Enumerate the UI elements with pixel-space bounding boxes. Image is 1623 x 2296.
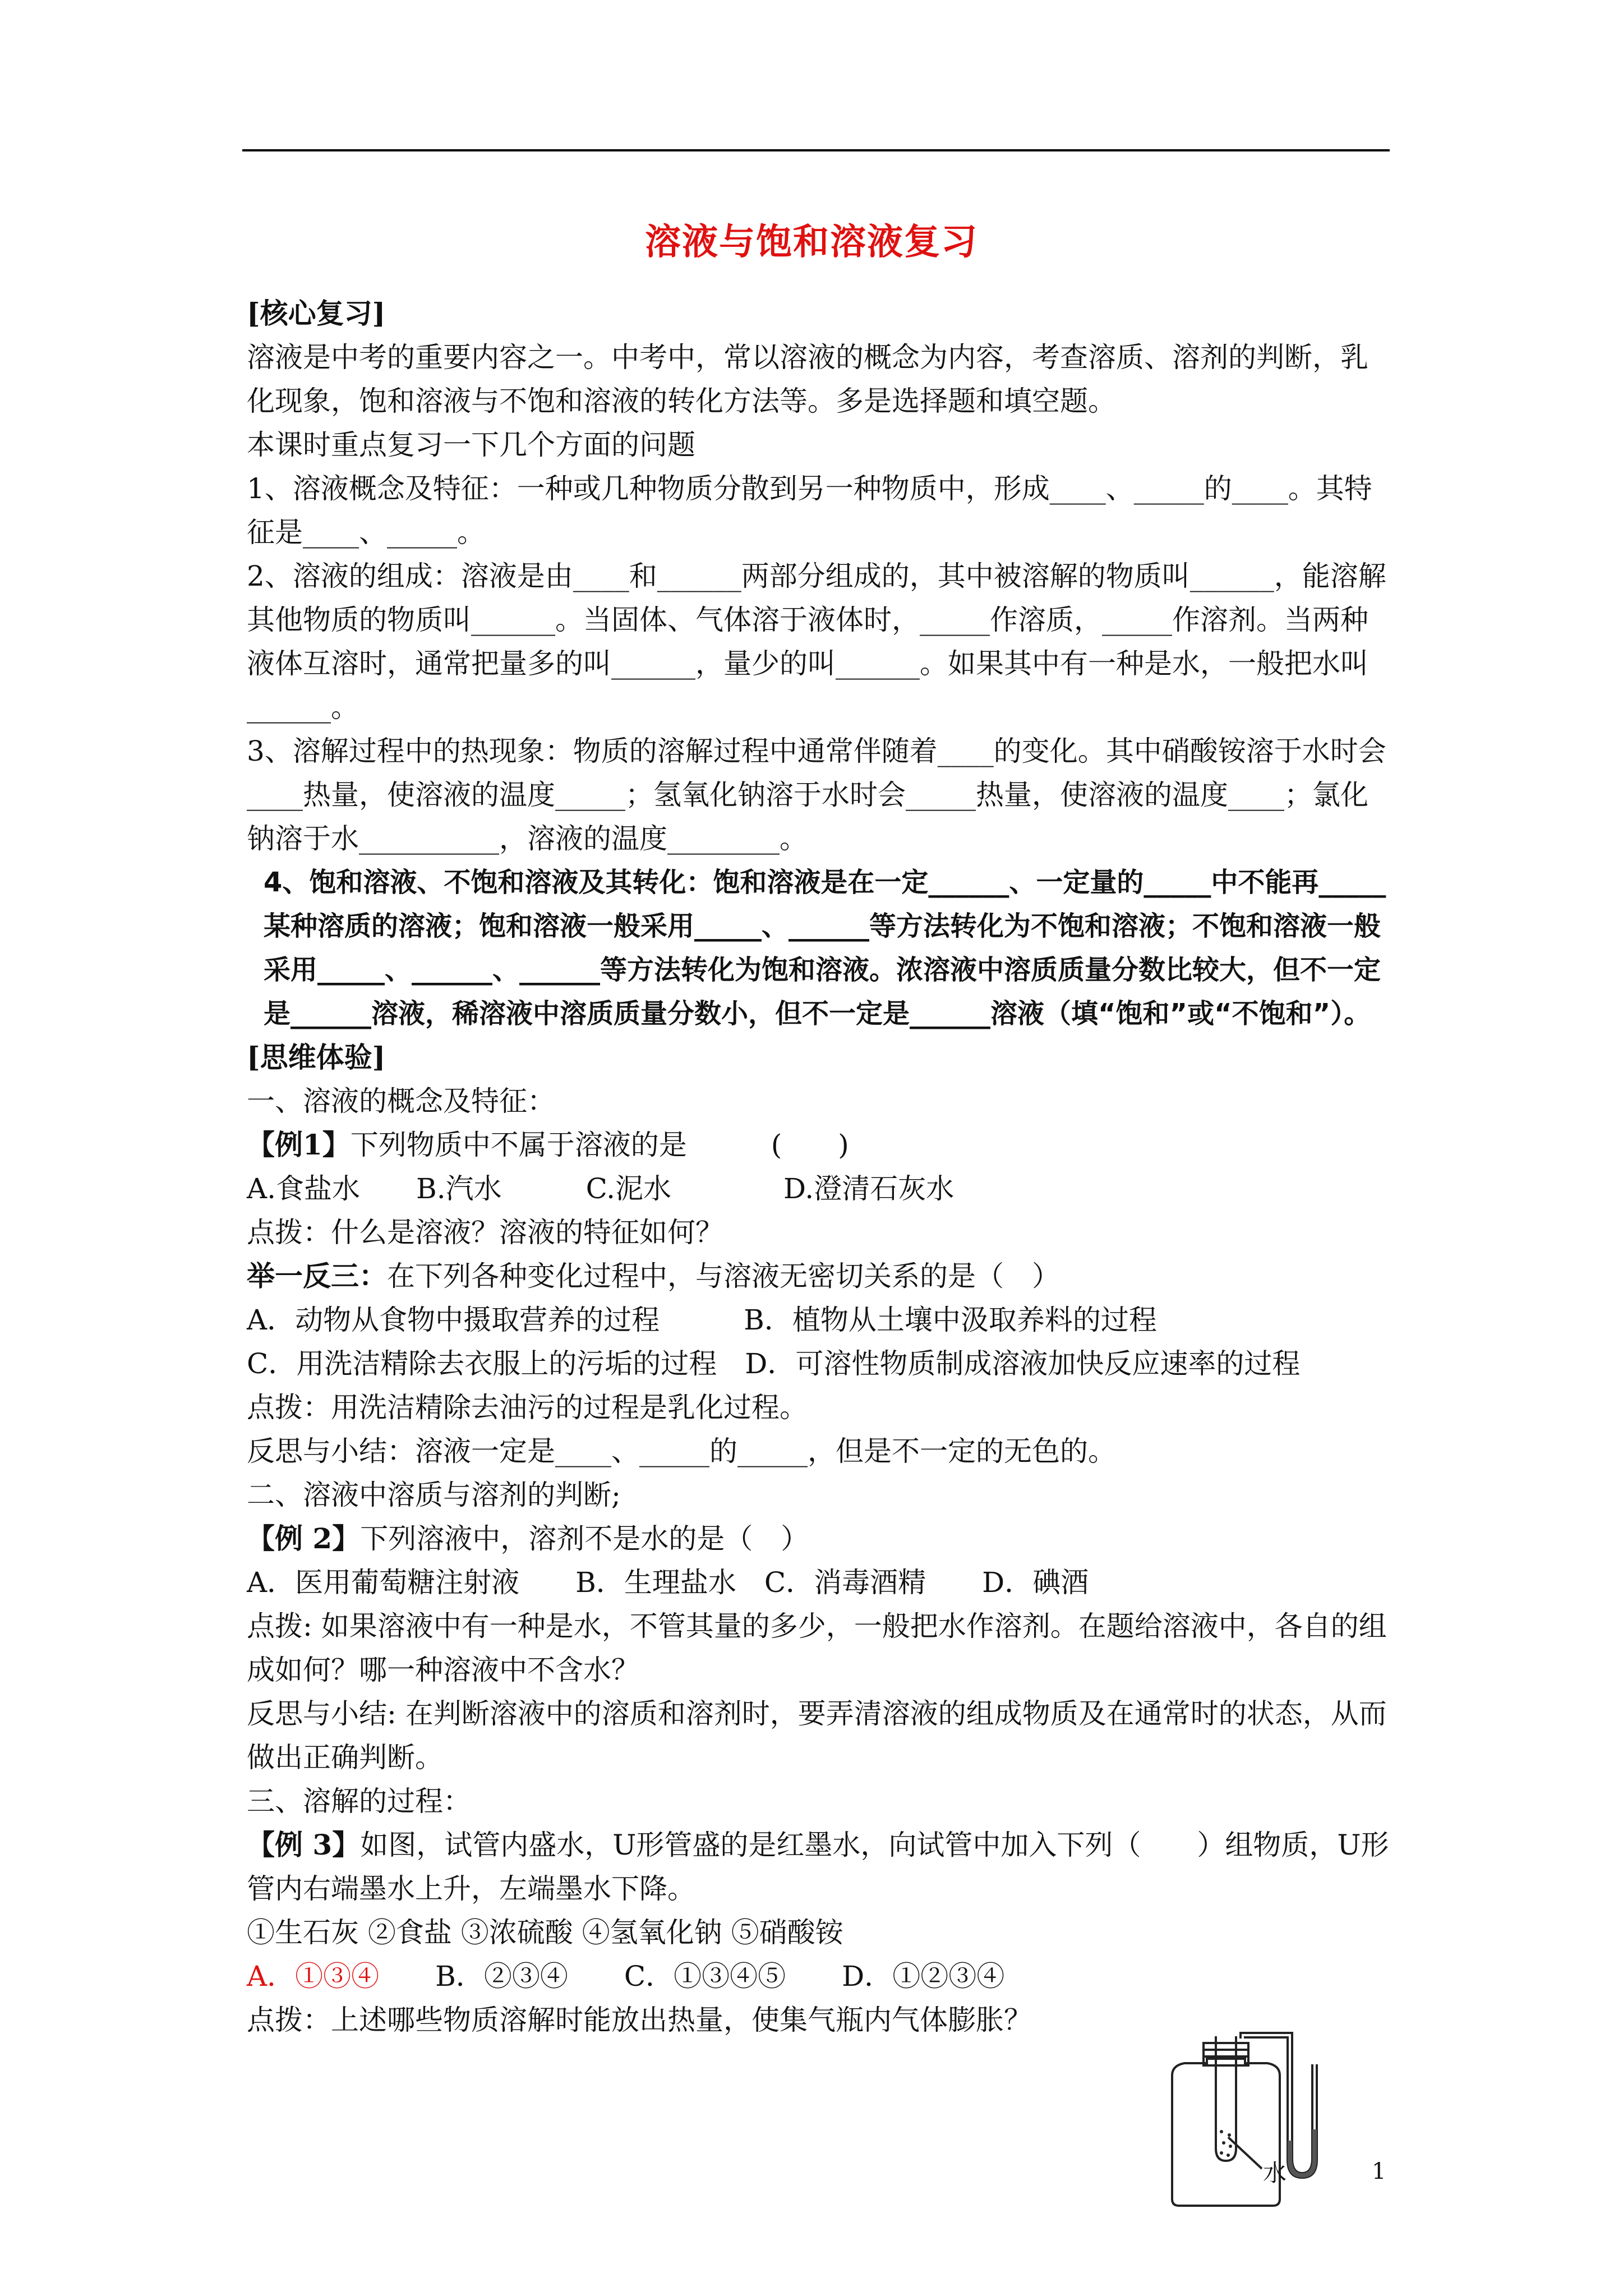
example-3-tag: 【例 3】 — [247, 1828, 361, 1861]
water-label: 水 — [1263, 2159, 1287, 2187]
example-3-option-a: A．①③④ — [247, 1960, 380, 1993]
practice-hint: 点拨：用洗洁精除去油污的过程是乳化过程。 — [247, 1391, 808, 1424]
practice-question — [247, 1254, 1391, 1298]
example-2-summary: 反思与小结: 在判断溶液中的溶质和溶剂时，要弄清溶液的组成物质及在通常时的状态，从而做出正确判断。 — [247, 1697, 1387, 1774]
example-1-tag: 【例1】 — [247, 1128, 351, 1161]
example-3-question-line-2: 管内右端墨水上升，左端墨水下降。 — [247, 1872, 695, 1905]
example-3-hint: 点拨：上述哪些物质溶解时能放出热量，使集气瓶内气体膨胀？ — [247, 2004, 1032, 2036]
example-2-hint: 点拨: 如果溶液中有一种是水，不管其量的多少，一般把水作溶剂。在题给溶液中，各自的组成如何？哪一种溶液中不含水？ — [247, 1610, 1387, 1686]
example-2-text: 下列溶液中，溶剂不是水的是（ ） — [360, 1522, 809, 1555]
header-rule — [242, 149, 1390, 151]
review-item-4: 4、饱和溶液、不饱和溶液及其转化：饱和溶液是在一定______、一定量的_____中不能再_____某种溶质的溶液；饱和溶液一般采用_____、______等方法转化为不饱和溶液；不饱和溶液一般采用_____、______、______等方法转化为饱和溶液。浓溶液中溶质质量分数比较大，但不一定是______溶液，稀溶液中溶质质量分数小，但不一定是______溶液（填“饱和”或“不饱和”）。 — [264, 867, 1386, 1029]
thinking-heading: [思维体验] — [247, 1041, 386, 1074]
practice-options-ab: A．动物从食物中摄取营养的过程 B．植物从土壤中汲取养料的过程 — [247, 1304, 1157, 1336]
review-item-1: 1、溶液概念及特征：一种或几种物质分散到另一种物质中，形成____、_____的____。其特征是____、_____。 — [247, 472, 1372, 549]
section-3-heading: 三、溶解的过程： — [247, 1785, 471, 1818]
page-number: 1 — [1372, 2159, 1386, 2184]
example-2-tag: 【例 2】 — [247, 1522, 361, 1555]
example-3-options — [247, 1954, 1391, 1998]
document-title: 溶液与饱和溶液复习 — [645, 221, 978, 263]
review-item-3: 3、溶解过程中的热现象：物质的溶解过程中通常伴随着____的变化。其中硝酸铵溶于水时会____热量，使溶液的温度_____；氢氧化钠溶于水时会_____热量，使溶液的温度____；氯化钠溶于水__________，溶液的温度________。 — [247, 735, 1386, 855]
practice-options-cd: C．用洗洁精除去衣服上的污垢的过程 D．可溶性物质制成溶液加快反应速率的过程 — [247, 1347, 1301, 1380]
practice-summary: 反思与小结：溶液一定是____、_____的_____，但是不一定的无色的。 — [247, 1435, 1116, 1467]
example-1-question — [247, 1123, 1391, 1167]
example-3-option-rest: B．②③④ C．①③④⑤ D．①②③④ — [379, 1960, 1005, 1993]
intro-paragraph: 溶液是中考的重要内容之一。中考中，常以溶液的概念为内容，考查溶质、溶剂的判断，乳化现象，饱和溶液与不饱和溶液的转化方法等。多是选择题和填空题。 — [247, 341, 1368, 417]
example-3-text: 如图，试管内盛水，U形管盛的是红墨水，向试管中加入下列（ ）组物质，U形 — [360, 1829, 1389, 1861]
review-item-2: 2、溶液的组成：溶液是由____和______两部分组成的，其中被溶解的物质叫______，能溶解其他物质的物质叫______。当固体、气体溶于液体时，_____作溶质，_____作溶剂。当两种液体互溶时，通常把量多的叫______，量少的叫______。如果其中有一种是水，一般把水叫______。 — [247, 560, 1386, 724]
section-1-heading: 一、溶液的概念及特征： — [247, 1085, 555, 1117]
example-2-options: A．医用葡萄糖注射液 B．生理盐水 C．消毒酒精 D．碘酒 — [247, 1566, 1089, 1599]
practice-tag: 举一反三： — [247, 1259, 387, 1292]
apparatus-figure — [1155, 2031, 1340, 2210]
example-2-question — [247, 1517, 1391, 1561]
example-1-text: 下列物质中不属于溶液的是 ( ) — [350, 1129, 849, 1161]
section-2-heading: 二、溶液中溶质与溶剂的判断; — [247, 1479, 621, 1511]
intro-line: 本课时重点复习一下几个方面的问题 — [247, 429, 695, 461]
example-1-hint: 点拨：什么是溶液？溶液的特征如何？ — [247, 1216, 723, 1249]
document-body — [247, 292, 1391, 2042]
stopper — [1204, 2043, 1248, 2065]
core-review-heading: [核心复习] — [247, 297, 386, 330]
example-3-items: ①生石灰 ②食盐 ③浓硫酸 ④氢氧化钠 ⑤硝酸铵 — [247, 1916, 843, 1949]
practice-text: 在下列各种变化过程中，与溶液无密切关系的是（ ） — [387, 1260, 1060, 1292]
example-3-question-line-1 — [247, 1823, 1391, 1867]
example-1-options: A.食盐水 B.汽水 C.泥水 D.澄清石灰水 — [247, 1172, 955, 1205]
water-dots — [1220, 2130, 1232, 2157]
